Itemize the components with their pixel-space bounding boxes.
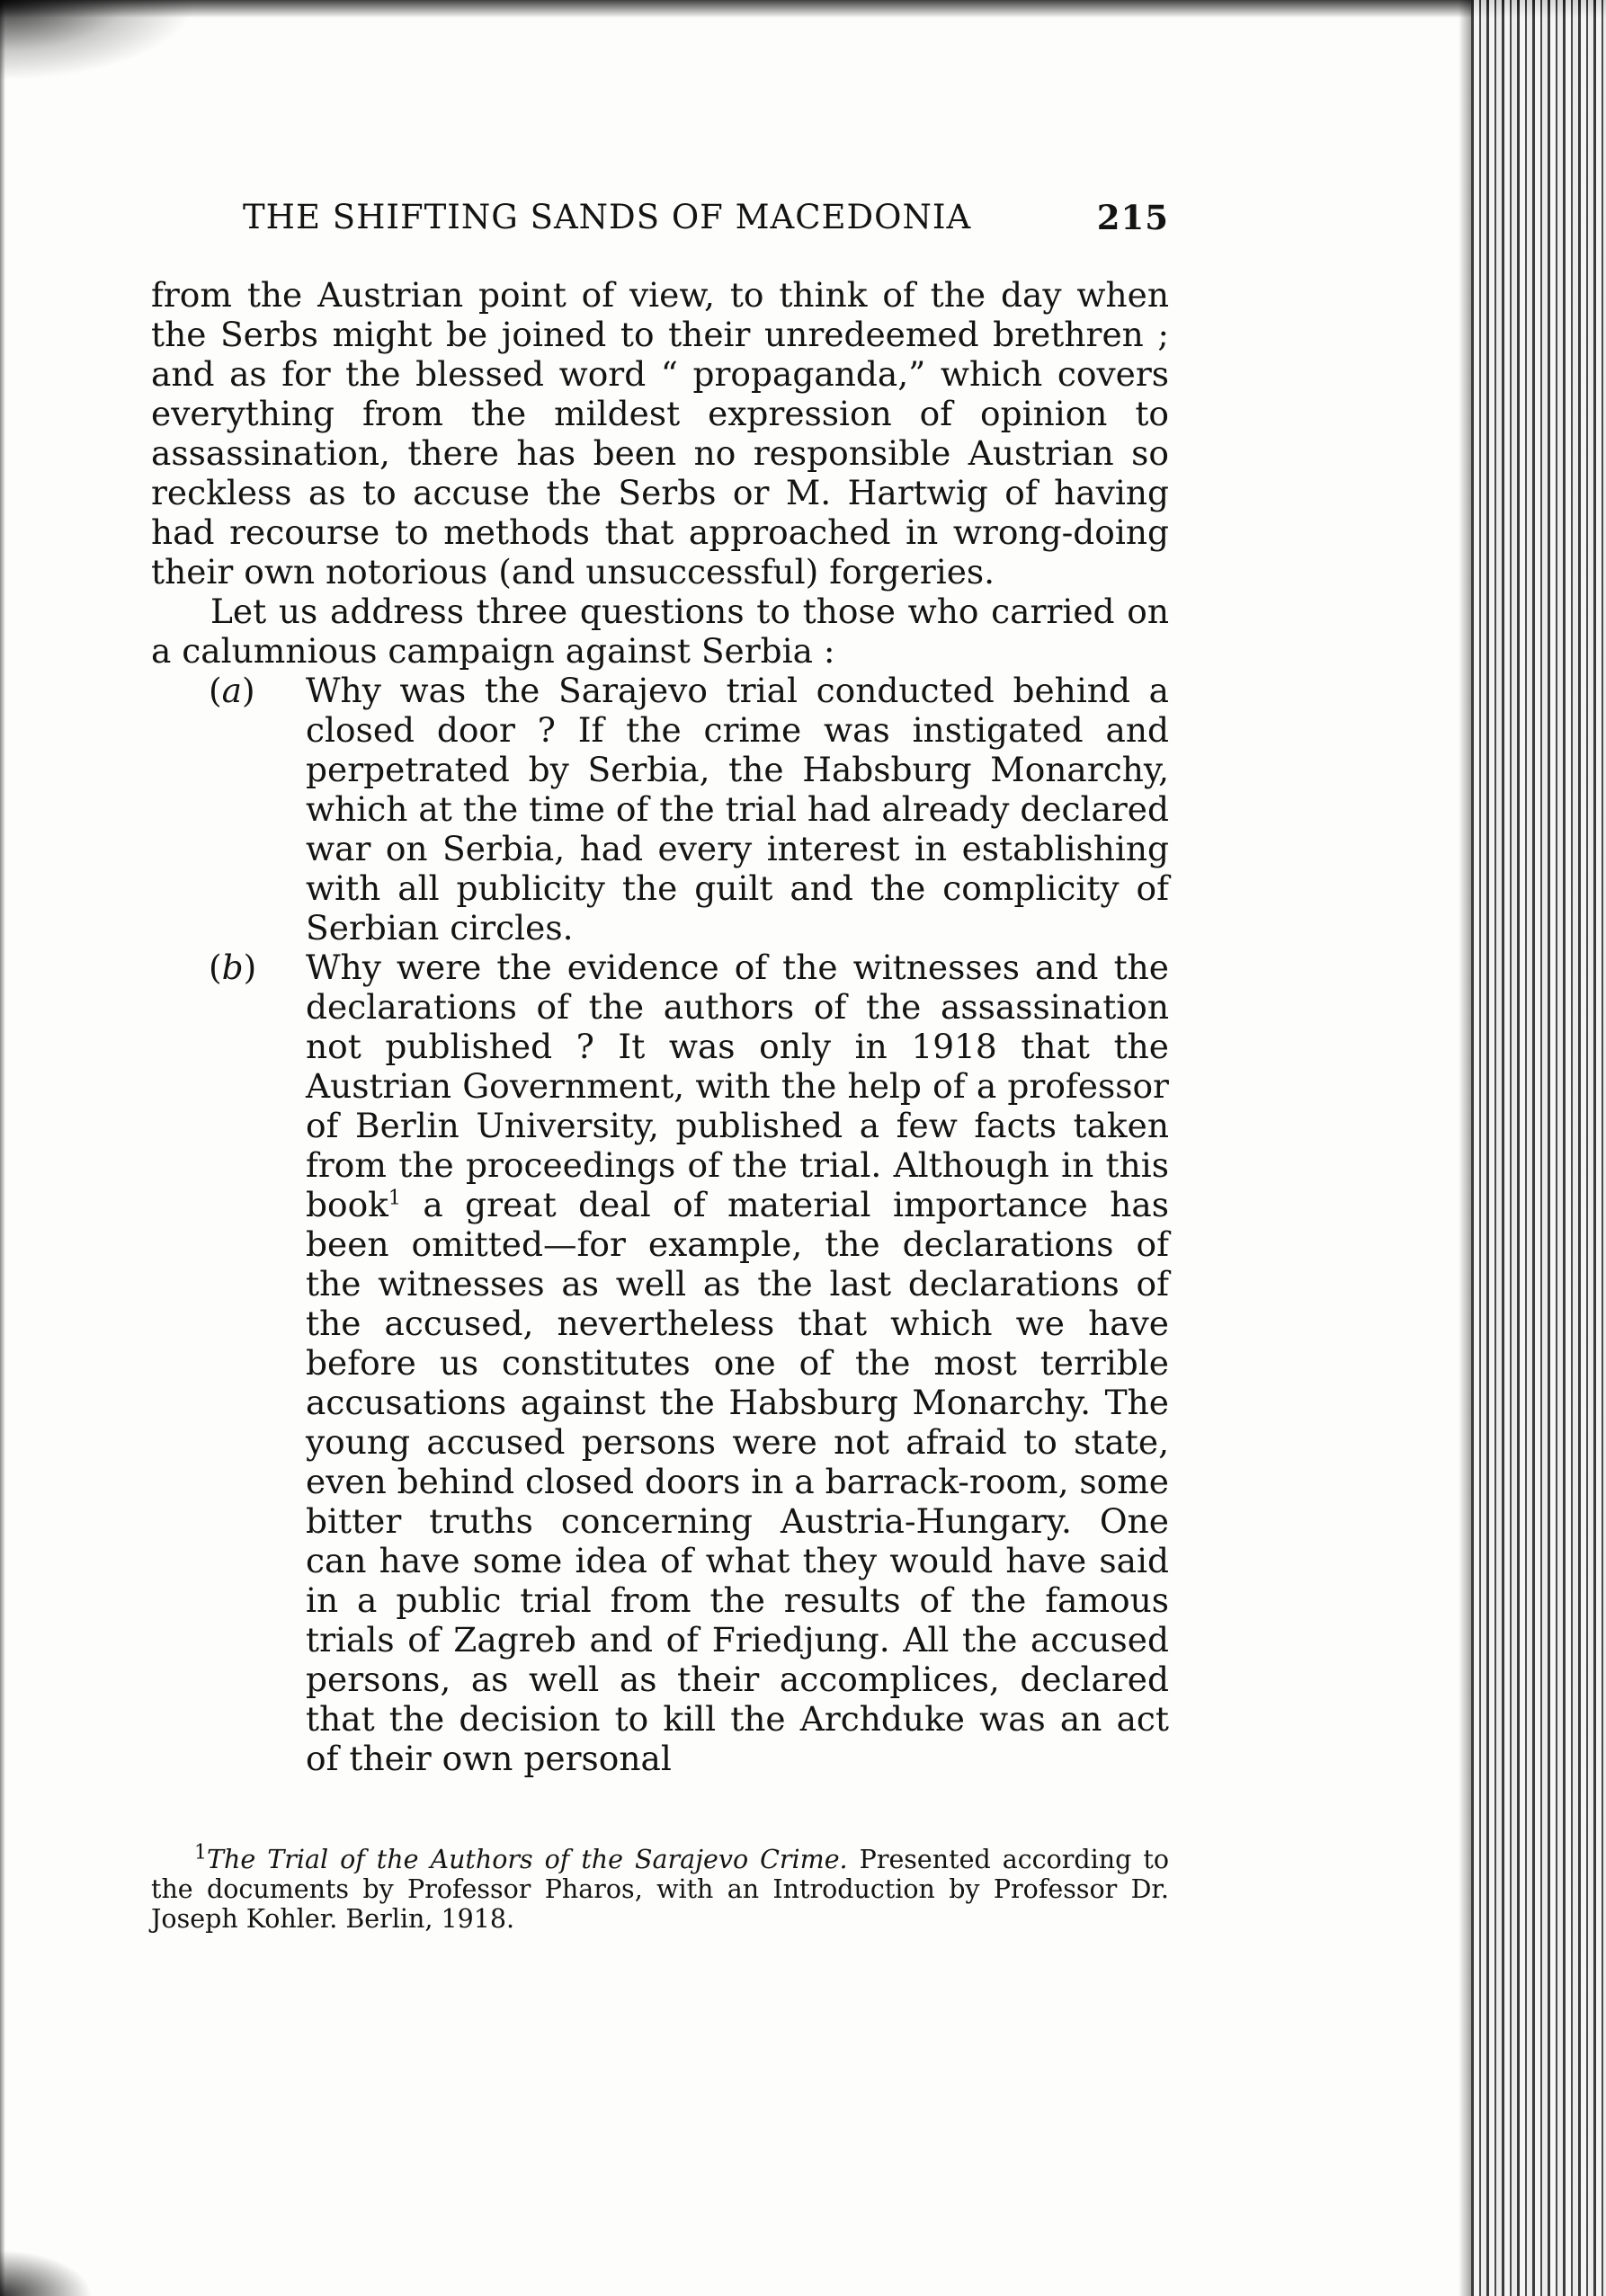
paragraph-continued: from the Austrian point of view, to think of the day when the Serbs might be joined to their unredeemed brethren ; and as for the blessed word “ propaganda,” which covers everything from the mildest expression of opinion to assassination, there has been no responsible Austrian so reckless as to accuse the Serbs or M. Hartwig of having had recourse to methods that approached in wrong-doing their own notorious (and unsuccessful) forgeries. xyxy=(151,275,1169,592)
scan-top-shadow xyxy=(0,0,1606,18)
footnote-body: Presented according to the documents by Professor Pharos, with an Introduction by Professor Dr. Joseph Kohler. Berlin, 1918. xyxy=(151,1845,1169,1934)
list-item-a xyxy=(151,671,1169,948)
list-item-b-text-part1: Why were the evidence of the witnesses and the declarations of the authors of the assassination not published ? It was only in 1918 that the Austrian Government, with the help of a professor of Berlin University, published a few facts taken from the proceedings of the trial. Although in this book xyxy=(306,948,1169,1224)
list-item-b-text-part2: a great deal of material importance has been omitted—for example, the declarations of the witnesses as well as the last declarations of the accused, nevertheless that which we have before us constitutes one of the most terrible accusations against the Habsburg Monarchy. The young accused persons were not afraid to state, even behind closed doors in a barrack-room, some bitter truths concerning Austria-Hungary. One can have some idea of what they would have said in a public trial from the results of the famous trials of Zagreb and of Friedjung. All the accused persons, as well as their accomplices, declared that the decision to kill the Archduke was an act of their own personal xyxy=(306,1185,1169,1778)
list-marker-a: (a) xyxy=(209,671,255,710)
footnote-number: 1 xyxy=(194,1841,207,1864)
footnote-book-title: The Trial of the Authors of the Sarajevo Crime. xyxy=(207,1845,848,1874)
question-list xyxy=(151,671,1169,1778)
body-text xyxy=(151,275,1169,1778)
paragraph-questions-intro: Let us address three questions to those who carried on a calumnious campaign against Serbia : xyxy=(151,592,1169,671)
running-head xyxy=(243,198,1169,243)
list-item-a-text: Why was the Sarajevo trial conducted behind a closed door ? If the crime was instigated and perpetrated by Serbia, the Habsburg Monarchy, which at the time of the trial had already declared war on Serbia, had every interest in establishing with all publicity the guilt and the complicity of Serbian circles. xyxy=(306,671,1169,948)
footnote-text xyxy=(151,1841,1169,1934)
running-head-title: THE SHIFTING SANDS OF MACEDONIA xyxy=(243,198,972,236)
page-number: 215 xyxy=(1096,198,1169,237)
list-item-b xyxy=(151,948,1169,1778)
list-marker-a-letter: a xyxy=(221,671,242,710)
scan-corner-shadow xyxy=(0,0,198,81)
scan-bottom-mark xyxy=(0,2242,108,2296)
footnote-reference: 1 xyxy=(388,1187,401,1210)
book-edge-shade xyxy=(1459,0,1471,2296)
scan-left-edge xyxy=(0,0,5,2296)
book-page-edges xyxy=(1471,0,1606,2296)
footnote xyxy=(151,1841,1169,1934)
list-marker-b-letter: b xyxy=(221,948,244,987)
list-marker-b: (b) xyxy=(209,948,257,987)
